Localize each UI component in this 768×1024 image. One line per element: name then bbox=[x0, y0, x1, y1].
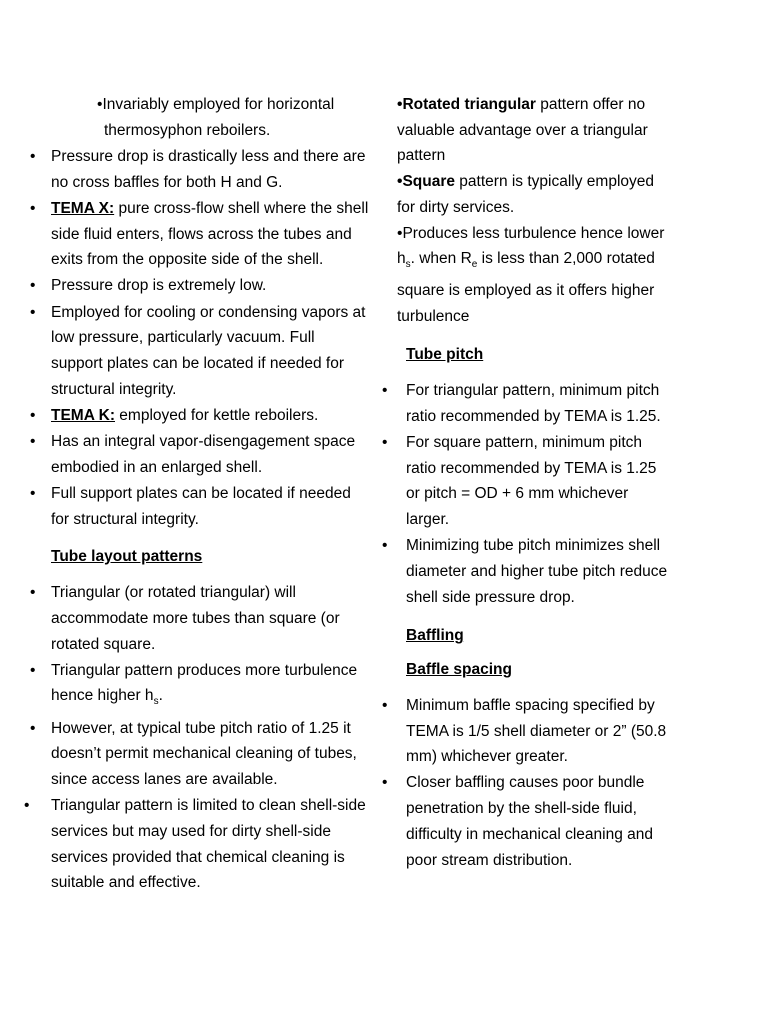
pattern-paragraph-turbulence: • Produces less turbulence hence lower $h_s$. when $R_e$ is less than 2,000 rotated square is employed as it offers higher turbulence bbox=[397, 221, 672, 330]
list-item: • Triangular pattern produces more turbulence hence higher $h_s$. bbox=[30, 658, 370, 716]
tema-k-label: TEMA K: bbox=[51, 406, 115, 424]
list-item: • TEMA K: employed for kettle reboilers. bbox=[30, 403, 370, 429]
list-item: • Pressure drop is extremely low. bbox=[30, 273, 370, 299]
list-item: • For square pattern, minimum pitch ratio recommended by TEMA is 1.25 or pitch = OD + 6 mm whichever larger. bbox=[382, 430, 672, 533]
list-item: • Pressure drop is drastically less and there are no cross baffles for both H and G. bbox=[30, 144, 370, 195]
section-heading-baffle-spacing: Baffle spacing bbox=[406, 661, 512, 679]
list-item: • Triangular (or rotated triangular) will accommodate more tubes than square (or rotated square. bbox=[30, 580, 370, 657]
section-heading-tube-pitch: Tube pitch bbox=[406, 346, 484, 364]
intro-paragraph bbox=[30, 92, 370, 143]
list-item: • Has an integral vapor-disengagement space embodied in an enlarged shell. bbox=[30, 429, 370, 480]
list-item: • For triangular pattern, minimum pitch ratio recommended by TEMA is 1.25. bbox=[382, 378, 672, 429]
list-item: • TEMA X: pure cross-flow shell where the shell side fluid enters, flows across the tubes and exits from the opposite side of the shell. bbox=[30, 196, 370, 273]
section-heading-tube-layout: Tube layout patterns bbox=[51, 548, 203, 566]
tema-x-label: TEMA X: bbox=[51, 199, 115, 217]
list-item: • Closer baffling causes poor bundle penetration by the shell-side fluid, difficulty in mechanical cleaning and poor stream distribution. bbox=[382, 770, 672, 873]
list-item: • Triangular pattern is limited to clean shell-side services but may used for dirty shell-side services provided that chemical cleaning is suitable and effective. bbox=[24, 793, 370, 896]
list-item: • Full support plates can be located if needed for structural integrity. bbox=[30, 481, 370, 532]
pattern-paragraph-square: • Square pattern is typically employed for dirty services. bbox=[397, 169, 672, 220]
intro-line-2: thermosyphon reboilers. bbox=[104, 121, 271, 139]
list-item: • However, at typical tube pitch ratio of 1.25 it doesn’t permit mechanical cleaning of tubes, since access lanes are available. bbox=[30, 716, 370, 793]
intro-line-1: Invariably employed for horizontal bbox=[102, 96, 335, 113]
left-column bbox=[30, 92, 370, 897]
right-column bbox=[382, 92, 672, 874]
pattern-paragraph-rotated-triangular: • Rotated triangular pattern offer no valuable advantage over a triangular pattern bbox=[397, 92, 672, 169]
tube-pitch-list bbox=[382, 378, 672, 610]
list-item: • Employed for cooling or condensing vapors at low pressure, particularly vacuum. Full support plates can be located if needed for structural integrity. bbox=[30, 300, 370, 403]
rotated-triangular-label: Rotated triangular bbox=[402, 96, 536, 113]
list-item: • Minimum baffle spacing specified by TEMA is 1/5 shell diameter or 2” (50.8 mm) whichever greater. bbox=[382, 693, 672, 770]
shell-types-list bbox=[30, 144, 370, 533]
tube-layout-list bbox=[30, 580, 370, 896]
section-heading-baffling: Baffling bbox=[406, 627, 464, 645]
square-label: Square bbox=[402, 173, 455, 191]
list-item: • Minimizing tube pitch minimizes shell diameter and higher tube pitch reduce shell side pressure drop. bbox=[382, 533, 672, 610]
baffle-spacing-list bbox=[382, 693, 672, 873]
